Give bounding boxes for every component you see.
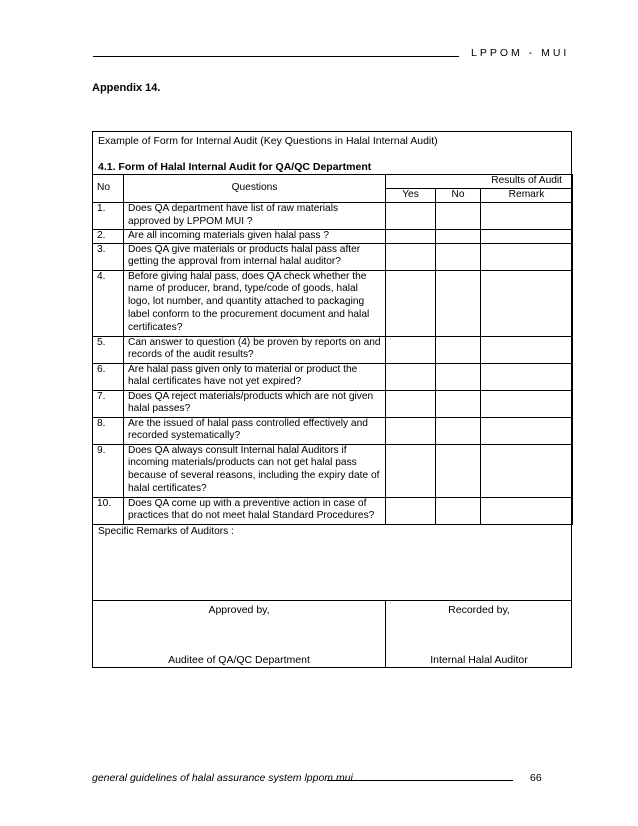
row-number: 6. [93,363,124,390]
row-number: 3. [93,243,124,270]
header-yes: Yes [386,189,436,203]
form-intro: Example of Form for Internal Audit (Key Questions in Halal Internal Audit) [98,135,438,147]
answer-yes-cell[interactable] [386,363,436,390]
signature-divider [92,600,572,601]
row-question: Does QA come up with a preventive action in case of practices that do not meet halal Standard Procedures? [124,497,386,524]
row-question: Are all incoming materials given halal pass ? [124,230,386,244]
answer-yes-cell[interactable] [386,390,436,417]
remark-cell[interactable] [481,230,573,244]
answer-no-cell[interactable] [436,497,481,524]
table-row [93,243,573,270]
answer-yes-cell[interactable] [386,203,436,230]
table-row [93,270,573,336]
row-number: 7. [93,390,124,417]
appendix-title: Appendix 14. [92,82,161,94]
answer-yes-cell[interactable] [386,336,436,363]
row-number: 4. [93,270,124,336]
remark-cell[interactable] [481,497,573,524]
approved-by-label: Approved by, [208,604,270,616]
row-question: Are halal pass given only to material or product the halal certificates have not yet expired? [124,363,386,390]
remark-cell[interactable] [481,336,573,363]
row-number: 5. [93,336,124,363]
header-rule [93,56,459,57]
answer-no-cell[interactable] [436,444,481,497]
audit-form [92,131,572,668]
remark-cell[interactable] [481,270,573,336]
auditor-role: Internal Halal Auditor [430,654,528,666]
answer-no-cell[interactable] [436,336,481,363]
auditee-role: Auditee of QA/QC Department [168,654,310,666]
remark-cell[interactable] [481,390,573,417]
answer-yes-cell[interactable] [386,243,436,270]
row-number: 2. [93,230,124,244]
table-row [93,363,573,390]
answer-no-cell[interactable] [436,390,481,417]
header-results: Results of Audit [386,175,573,189]
row-number: 1. [93,203,124,230]
table-row [93,336,573,363]
answer-no-cell[interactable] [436,230,481,244]
header-questions: Questions [124,175,386,203]
remark-cell[interactable] [481,203,573,230]
table-row [93,390,573,417]
table-row [93,497,573,524]
table-row [93,444,573,497]
remark-cell[interactable] [481,444,573,497]
answer-yes-cell[interactable] [386,270,436,336]
table-row [93,203,573,230]
row-number: 8. [93,417,124,444]
form-subtitle: 4.1. Form of Halal Internal Audit for QA/QC Department [98,161,372,173]
answer-no-cell[interactable] [436,417,481,444]
remark-cell[interactable] [481,363,573,390]
answer-yes-cell[interactable] [386,417,436,444]
answer-no-cell[interactable] [436,203,481,230]
auditor-remarks-label: Specific Remarks of Auditors : [98,526,234,537]
answer-no-cell[interactable] [436,243,481,270]
audit-table [92,174,573,525]
table-row [93,417,573,444]
header-remark: Remark [481,189,573,203]
row-question: Does QA department have list of raw materials approved by LPPOM MUI ? [124,203,386,230]
header-no-answer: No [436,189,481,203]
answer-yes-cell[interactable] [386,497,436,524]
remark-cell[interactable] [481,243,573,270]
answer-yes-cell[interactable] [386,444,436,497]
recorded-by-label: Recorded by, [448,604,510,616]
table-row [93,230,573,244]
row-question: Can answer to question (4) be proven by reports on and records of the audit results? [124,336,386,363]
remark-cell[interactable] [481,417,573,444]
row-question: Does QA give materials or products halal pass after getting the approval from internal halal auditor? [124,243,386,270]
header-no: No [93,175,124,203]
footer-text: general guidelines of halal assurance system lppom mui [92,772,353,784]
row-question: Does QA always consult Internal halal Auditors if incoming materials/products can not get halal pass because of several reasons, including the expiry date of halal certificates? [124,444,386,497]
row-number: 9. [93,444,124,497]
row-number: 10. [93,497,124,524]
header-org: LPPOM - MUI [471,47,570,59]
page-number: 66 [530,772,542,784]
answer-yes-cell[interactable] [386,230,436,244]
footer-rule [327,780,513,781]
answer-no-cell[interactable] [436,270,481,336]
row-question: Are the issued of halal pass controlled effectively and recorded systematically? [124,417,386,444]
row-question: Before giving halal pass, does QA check whether the name of producer, brand, type/code of goods, halal logo, lot number, and quantity attached to packaging label conform to the procurement document and halal certificates? [124,270,386,336]
answer-no-cell[interactable] [436,363,481,390]
row-question: Does QA reject materials/products which are not given halal passes? [124,390,386,417]
